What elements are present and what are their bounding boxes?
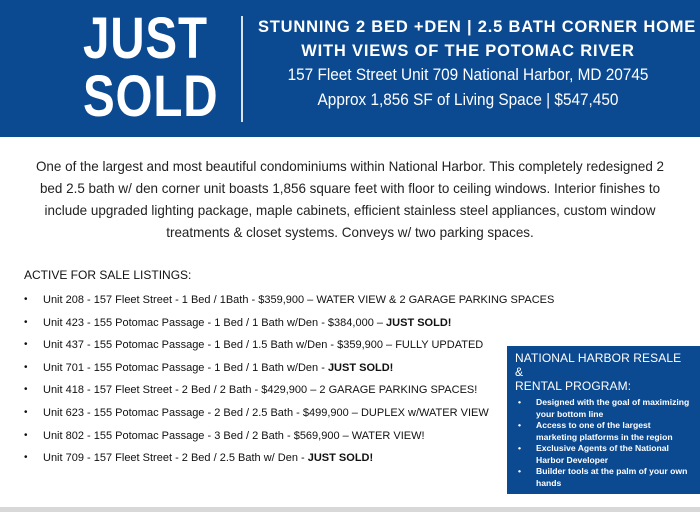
list-item	[515, 397, 692, 420]
list-item	[24, 447, 544, 470]
program-item-text: Designed with the goal of maximizing your bottom line	[536, 397, 690, 419]
bottom-border	[0, 507, 700, 512]
bullet-icon: •	[518, 443, 522, 453]
listing-text: Unit 423 - 155 Potomac Passage - 1 Bed / 1 Bath w/Den - $384,000 –	[43, 316, 387, 329]
program-title-line-1: NATIONAL HARBOR RESALE &	[515, 351, 682, 379]
list-item	[24, 402, 544, 425]
bullet-icon: •	[518, 466, 522, 476]
listing-text: Unit 802 - 155 Potomac Passage - 3 Bed / 2 Bath - $569,900 – WATER VIEW!	[43, 429, 425, 442]
list-item	[515, 466, 692, 489]
headline-line-2: WITH VIEWS OF THE POTOMAC RIVER	[301, 42, 635, 60]
property-details: Approx 1,856 SF of Living Space | $547,450	[317, 91, 619, 109]
program-item-text: Builder tools at the palm of your own hands	[536, 466, 688, 488]
header-banner	[0, 0, 700, 137]
listing-text: Unit 623 - 155 Potomac Passage - 2 Bed / 2.5 Bath - $499,900 – DUPLEX w/WATER VIEW	[43, 406, 489, 419]
just-word: JUST	[82, 6, 208, 71]
list-item	[24, 425, 544, 448]
listings-heading: ACTIVE FOR SALE LISTINGS:	[24, 268, 192, 282]
listing-text: Unit 437 - 155 Potomac Passage - 1 Bed / 1.5 Bath w/Den - $359,900 – FULLY UPDATED	[43, 339, 484, 352]
listing-text: Unit 709 - 157 Fleet Street - 2 Bed / 2.5 Bath w/ Den -	[43, 452, 308, 465]
listing-status: JUST SOLD!	[327, 361, 394, 374]
bullet-icon: •	[24, 294, 28, 305]
bullet-icon: •	[24, 406, 28, 418]
property-description: One of the largest and most beautiful condominiums within National Harbor. This completely redesigned 2 bed 2.5 bath w/ den corner unit boasts 1,856 square feet with floor to ceiling windows. Interior finishes to include upgraded lighting package, maple cabinets, efficient stainless steel appliances, custom window treatments & closet systems. Conveys w/ two parking spaces.	[35, 158, 665, 240]
program-title	[515, 351, 692, 393]
list-item	[24, 312, 544, 335]
bullet-icon: •	[24, 361, 28, 373]
listings-list	[24, 289, 555, 470]
listing-text: Unit 208 - 157 Fleet Street - 1 Bed / 1Bath - $359,900 – WATER VIEW & 2 GARAGE PARKING SPACES	[43, 294, 555, 306]
bullet-icon: •	[518, 397, 522, 407]
resale-program-box	[507, 346, 700, 494]
bullet-icon: •	[24, 316, 28, 328]
bullet-icon: •	[518, 420, 522, 430]
headline-line-1: STUNNING 2 BED +DEN | 2.5 BATH CORNER HOME	[258, 18, 697, 36]
list-item	[24, 379, 544, 402]
banner-text	[258, 15, 697, 113]
bullet-icon: •	[24, 429, 28, 441]
listing-text: Unit 701 - 155 Potomac Passage - 1 Bed / 1 Bath w/Den -	[43, 361, 328, 374]
listing-status: JUST SOLD!	[307, 452, 374, 465]
banner-divider	[241, 16, 243, 122]
program-list	[515, 397, 692, 489]
program-title-line-2: RENTAL PROGRAM:	[515, 379, 632, 393]
listing-text: Unit 418 - 157 Fleet Street - 2 Bed / 2 Bath - $429,900 – 2 GARAGE PARKING SPACES!	[43, 384, 478, 397]
list-item	[515, 443, 692, 466]
list-item	[24, 334, 544, 357]
just-sold-title	[82, 6, 219, 129]
list-item	[24, 357, 544, 380]
list-item	[515, 420, 692, 443]
property-address: 157 Fleet Street Unit 709 National Harbor, MD 20745	[287, 66, 649, 84]
bullet-icon: •	[24, 339, 28, 351]
bullet-icon: •	[24, 452, 28, 464]
sold-word: SOLD	[82, 64, 219, 129]
program-item-text: Access to one of the largest marketing platforms in the region	[536, 420, 673, 442]
list-item	[24, 289, 555, 312]
bullet-icon: •	[24, 384, 28, 396]
listing-status: JUST SOLD!	[386, 316, 452, 329]
program-item-text: Exclusive Agents of the National Harbor Developer	[536, 443, 669, 465]
